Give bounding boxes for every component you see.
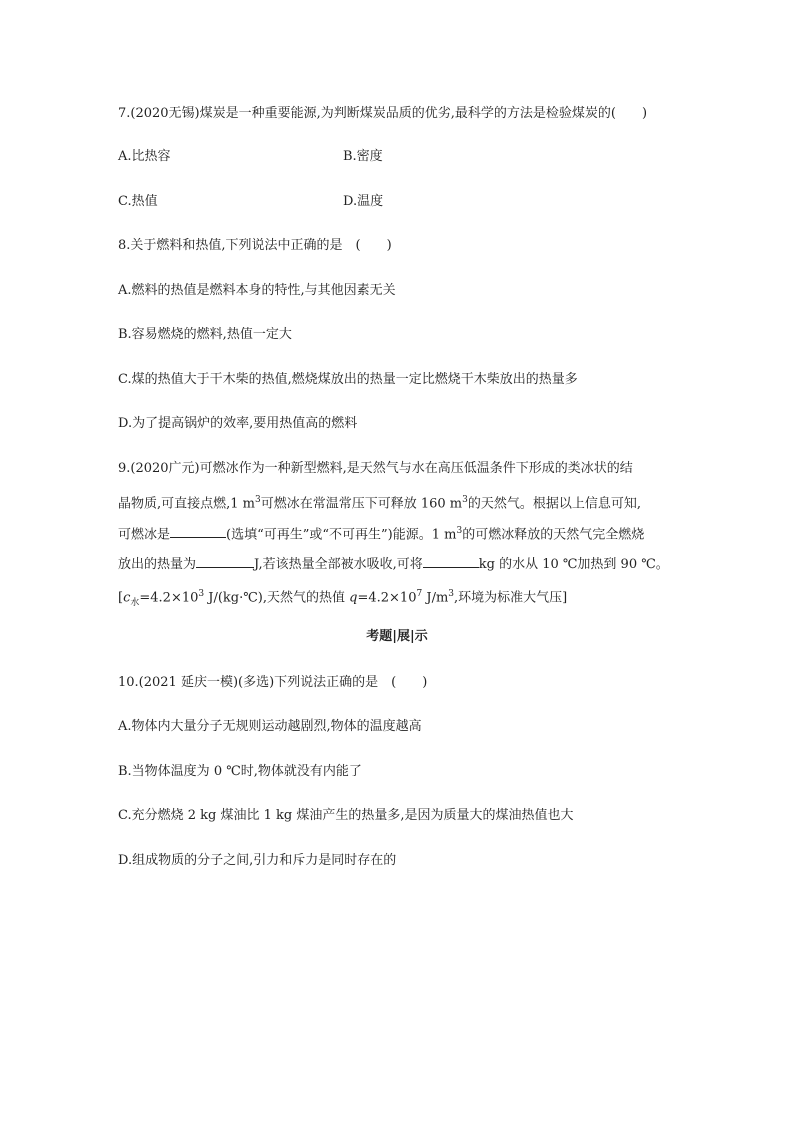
q9-text: =4.2×10 bbox=[357, 590, 417, 606]
superscript: 3 bbox=[448, 589, 455, 599]
q9-text: J/(kg·℃),天然气的热值 bbox=[204, 590, 350, 606]
q9-line-4 bbox=[118, 553, 669, 575]
superscript: 3 bbox=[255, 495, 261, 505]
answer-blank-3[interactable] bbox=[423, 553, 479, 568]
superscript: 3 bbox=[462, 495, 468, 505]
answer-blank-1[interactable] bbox=[170, 523, 226, 538]
q9-text: J,若该热量全部被水吸收,可将 bbox=[254, 557, 423, 572]
superscript: 3 bbox=[456, 526, 463, 536]
q9-line-3 bbox=[118, 521, 644, 545]
answer-blank-2[interactable] bbox=[196, 553, 254, 568]
q9-text: [ bbox=[118, 590, 124, 606]
q9-line-1: 9.(2020广元)可燃冰作为一种新型燃料,是天然气与水在高压低温条件下形成的类冰状的结 bbox=[118, 461, 633, 476]
q9-text: (选填“可再生”或“不可再生”)能源。1 m bbox=[226, 527, 457, 543]
q7-option-c: C.热值 bbox=[118, 194, 158, 209]
var-q: q bbox=[349, 590, 358, 606]
q9-text: 可燃冰在常温常压下可释放 160 m bbox=[260, 496, 463, 512]
q9-text: ,环境为标准大气压] bbox=[454, 590, 568, 606]
q8-option-a: A.燃料的热值是燃料本身的特性,与其他因素无关 bbox=[118, 283, 396, 298]
q9-text: 可燃冰是 bbox=[118, 527, 171, 543]
subscript: 水 bbox=[130, 597, 140, 608]
q9-text: J/m bbox=[422, 590, 449, 606]
q9-text: 的可燃冰释放的天然气完全燃烧 bbox=[462, 527, 645, 543]
q7-option-b: B.密度 bbox=[343, 149, 383, 164]
section-title: 考题|展|示 bbox=[366, 629, 428, 644]
superscript: 7 bbox=[416, 589, 423, 599]
q8-option-c: C.煤的热值大于干木柴的热值,燃烧煤放出的热量一定比燃烧干木柴放出的热量多 bbox=[118, 372, 578, 387]
q7-option-d: D.温度 bbox=[343, 194, 384, 209]
q7-stem: 7.(2020无锡)煤炭是一种重要能源,为判断煤炭品质的优劣,最科学的方法是检验煤炭的( ) bbox=[118, 106, 648, 121]
q9-text: 晶物质,可直接点燃,1 m bbox=[118, 496, 255, 512]
q8-option-d: D.为了提高锅炉的效率,要用热值高的燃料 bbox=[118, 416, 358, 431]
q9-text: 放出的热量为 bbox=[118, 557, 197, 572]
q10-option-c: C.充分燃烧 2 kg 煤油比 1 kg 煤油产生的热量多,是因为质量大的煤油热值也大 bbox=[118, 808, 574, 823]
q10-option-a: A.物体内大量分子无规则运动越剧烈,物体的温度越高 bbox=[118, 719, 422, 734]
q8-stem: 8.关于燃料和热值,下列说法中正确的是 ( ) bbox=[118, 238, 392, 253]
q8-option-b: B.容易燃烧的燃料,热值一定大 bbox=[118, 327, 292, 342]
q10-option-b: B.当物体温度为 0 ℃时,物体就没有内能了 bbox=[118, 764, 362, 779]
q10-stem: 10.(2021 延庆一模)(多选)下列说法正确的是 ( ) bbox=[118, 675, 428, 690]
q9-text: =4.2×10 bbox=[139, 590, 199, 606]
q9-text: kg 的水从 10 ℃加热到 90 ℃。 bbox=[478, 557, 669, 572]
q7-option-a: A.比热容 bbox=[118, 149, 171, 164]
var-c: c bbox=[123, 590, 131, 606]
q10-option-d: D.组成物质的分子之间,引力和斥力是同时存在的 bbox=[118, 853, 397, 868]
q9-line-5 bbox=[118, 584, 567, 613]
q9-text: 的天然气。根据以上信息可知, bbox=[467, 496, 642, 512]
superscript: 3 bbox=[198, 589, 205, 599]
q9-line-2 bbox=[118, 490, 641, 514]
